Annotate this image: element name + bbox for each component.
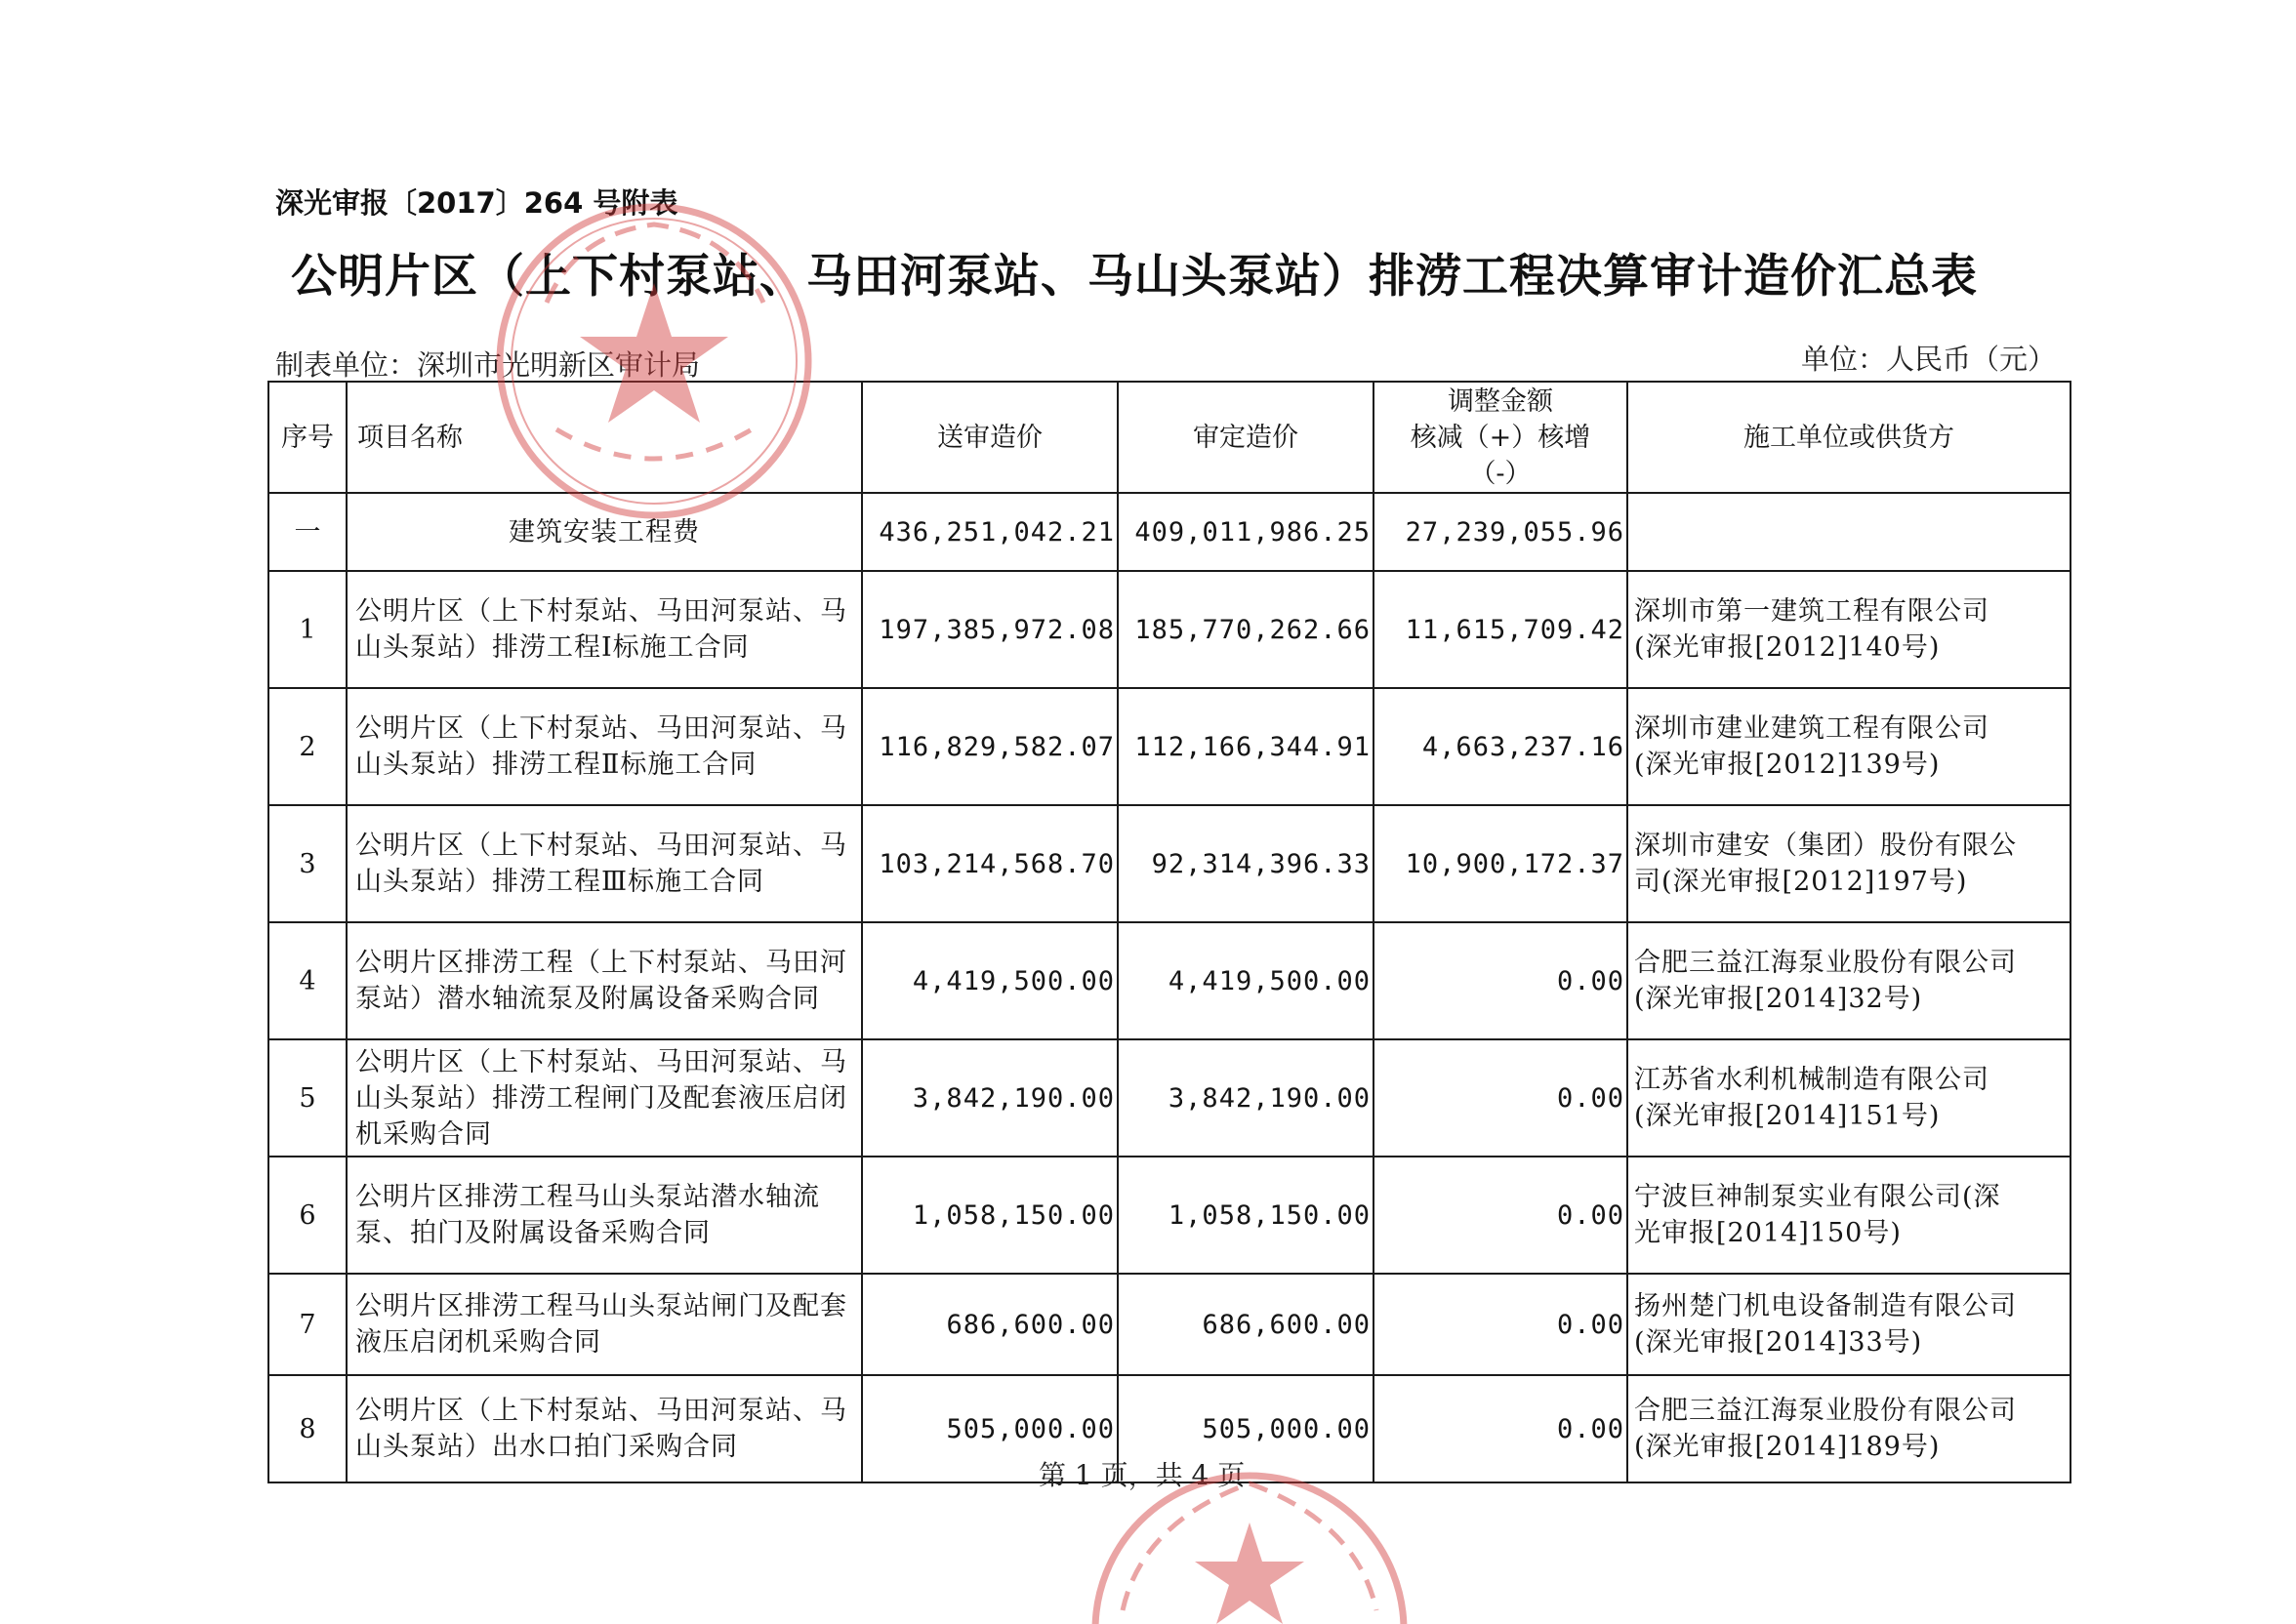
row-submitted-cost: 686,600.00 xyxy=(862,1274,1118,1375)
row-project-name: 公明片区（上下村泵站、马田河泵站、马山头泵站）排涝工程闸门及配套液压启闭机采购合同 xyxy=(347,1039,862,1157)
table-row xyxy=(268,493,2070,571)
row-vendor xyxy=(1627,922,2070,1039)
bottom-seal-ring xyxy=(1095,1476,1404,1624)
table-row xyxy=(268,805,2070,922)
row-vendor-line2: (深光审报[2014]32号) xyxy=(1634,984,1923,1014)
table-row xyxy=(268,571,2070,688)
row-submitted-cost: 1,058,150.00 xyxy=(862,1157,1118,1274)
table-row xyxy=(268,922,2070,1039)
table-row xyxy=(268,1274,2070,1375)
row-adjustment: 27,239,055.96 xyxy=(1374,493,1627,571)
row-index: 5 xyxy=(268,1039,347,1157)
row-project-name: 公明片区排涝工程马山头泵站潜水轴流泵、拍门及附属设备采购合同 xyxy=(347,1157,862,1274)
bottom-seal-lettering xyxy=(1123,1483,1376,1610)
row-project-name: 公明片区（上下村泵站、马田河泵站、马山头泵站）排涝工程Ⅰ标施工合同 xyxy=(347,571,862,688)
row-adjustment: 0.00 xyxy=(1374,922,1627,1039)
row-vendor-line2: 光审报[2014]150号) xyxy=(1634,1218,1902,1248)
row-vendor-line1: 宁波巨神制泵实业有限公司(深 xyxy=(1634,1182,2001,1212)
row-vendor xyxy=(1627,805,2070,922)
header-adjustment-line2: 核减（+）核增 xyxy=(1410,422,1591,453)
row-vendor-line1: 江苏省水利机械制造有限公司 xyxy=(1634,1065,1989,1095)
row-vendor xyxy=(1627,1375,2070,1482)
row-vendor-line1: 合肥三益江海泵业股份有限公司 xyxy=(1634,1396,2017,1426)
bottom-seal-star-icon xyxy=(1195,1522,1304,1624)
row-submitted-cost: 103,214,568.70 xyxy=(862,805,1118,922)
row-approved-cost: 505,000.00 xyxy=(1118,1375,1374,1482)
row-submitted-cost: 505,000.00 xyxy=(862,1375,1118,1482)
row-approved-cost: 1,058,150.00 xyxy=(1118,1157,1374,1274)
header-vendor: 施工单位或供货方 xyxy=(1627,382,2070,493)
row-vendor-line2: (深光审报[2014]33号) xyxy=(1634,1327,1923,1358)
row-vendor xyxy=(1627,571,2070,688)
row-index: 6 xyxy=(268,1157,347,1274)
row-vendor xyxy=(1627,688,2070,805)
header-approved-cost: 审定造价 xyxy=(1118,382,1374,493)
row-adjustment: 11,615,709.42 xyxy=(1374,571,1627,688)
row-submitted-cost: 436,251,042.21 xyxy=(862,493,1118,571)
row-vendor-line1: 扬州楚门机电设备制造有限公司 xyxy=(1634,1291,2017,1321)
row-vendor-line1: 深圳市建安（集团）股份有限公 xyxy=(1634,831,2017,861)
row-index: 一 xyxy=(268,493,347,571)
header-adjustment xyxy=(1374,382,1627,493)
row-vendor xyxy=(1627,1157,2070,1274)
table-row xyxy=(268,1157,2070,1274)
document-reference: 深光审报〔2017〕264 号附表 xyxy=(275,186,678,220)
row-vendor xyxy=(1627,493,2070,571)
row-index: 2 xyxy=(268,688,347,805)
page-number: 第 1 页，共 4 页 xyxy=(1039,1459,1246,1491)
issuing-unit: 制表单位：深圳市光明新区审计局 xyxy=(275,348,701,382)
row-index: 7 xyxy=(268,1274,347,1375)
row-approved-cost: 4,419,500.00 xyxy=(1118,922,1374,1039)
header-project-name: 项目名称 xyxy=(347,382,862,493)
row-submitted-cost: 116,829,582.07 xyxy=(862,688,1118,805)
row-index: 1 xyxy=(268,571,347,688)
row-vendor xyxy=(1627,1274,2070,1375)
row-project-name: 公明片区排涝工程（上下村泵站、马田河泵站）潜水轴流泵及附属设备采购合同 xyxy=(347,922,862,1039)
row-submitted-cost: 4,419,500.00 xyxy=(862,922,1118,1039)
header-index: 序号 xyxy=(268,382,347,493)
table-row xyxy=(268,688,2070,805)
row-adjustment: 10,900,172.37 xyxy=(1374,805,1627,922)
row-submitted-cost: 197,385,972.08 xyxy=(862,571,1118,688)
row-adjustment: 0.00 xyxy=(1374,1157,1627,1274)
row-project-name: 公明片区（上下村泵站、马田河泵站、马山头泵站）出水口拍门采购合同 xyxy=(347,1375,862,1482)
row-project-name: 建筑安装工程费 xyxy=(347,493,862,571)
document-title: 公明片区（上下村泵站、马田河泵站、马山头泵站）排涝工程决算审计造价汇总表 xyxy=(291,250,1978,304)
row-vendor xyxy=(1627,1039,2070,1157)
row-project-name: 公明片区（上下村泵站、马田河泵站、马山头泵站）排涝工程Ⅲ标施工合同 xyxy=(347,805,862,922)
currency-unit: 单位：人民币（元） xyxy=(1800,343,2056,376)
header-submitted-cost: 送审造价 xyxy=(862,382,1118,493)
row-index: 4 xyxy=(268,922,347,1039)
row-vendor-line2: (深光审报[2014]151号) xyxy=(1634,1101,1941,1131)
row-index: 3 xyxy=(268,805,347,922)
row-vendor-line2: (深光审报[2012]139号) xyxy=(1634,750,1941,780)
row-approved-cost: 92,314,396.33 xyxy=(1118,805,1374,922)
row-submitted-cost: 3,842,190.00 xyxy=(862,1039,1118,1157)
row-project-name: 公明片区（上下村泵站、马田河泵站、马山头泵站）排涝工程Ⅱ标施工合同 xyxy=(347,688,862,805)
row-approved-cost: 112,166,344.91 xyxy=(1118,688,1374,805)
row-approved-cost: 409,011,986.25 xyxy=(1118,493,1374,571)
row-adjustment: 0.00 xyxy=(1374,1375,1627,1482)
row-vendor-line1: 深圳市建业建筑工程有限公司 xyxy=(1634,713,1989,744)
row-vendor-line1: 合肥三益江海泵业股份有限公司 xyxy=(1634,948,2017,978)
row-adjustment: 0.00 xyxy=(1374,1274,1627,1375)
table-header-row xyxy=(268,382,2070,493)
row-vendor-line1: 深圳市第一建筑工程有限公司 xyxy=(1634,596,1989,627)
row-index: 8 xyxy=(268,1375,347,1482)
row-vendor-line2: 司(深光审报[2012]197号) xyxy=(1634,867,1968,897)
table-row xyxy=(268,1039,2070,1157)
header-adjustment-line3: （-） xyxy=(1469,458,1532,489)
row-approved-cost: 3,842,190.00 xyxy=(1118,1039,1374,1157)
row-adjustment: 4,663,237.16 xyxy=(1374,688,1627,805)
row-approved-cost: 686,600.00 xyxy=(1118,1274,1374,1375)
row-project-name: 公明片区排涝工程马山头泵站闸门及配套液压启闭机采购合同 xyxy=(347,1274,862,1375)
header-adjustment-line1: 调整金额 xyxy=(1448,386,1553,417)
row-vendor-line2: (深光审报[2012]140号) xyxy=(1634,632,1941,663)
audit-summary-table xyxy=(267,381,2071,1483)
row-adjustment: 0.00 xyxy=(1374,1039,1627,1157)
row-vendor-line2: (深光审报[2014]189号) xyxy=(1634,1432,1941,1462)
row-approved-cost: 185,770,262.66 xyxy=(1118,571,1374,688)
